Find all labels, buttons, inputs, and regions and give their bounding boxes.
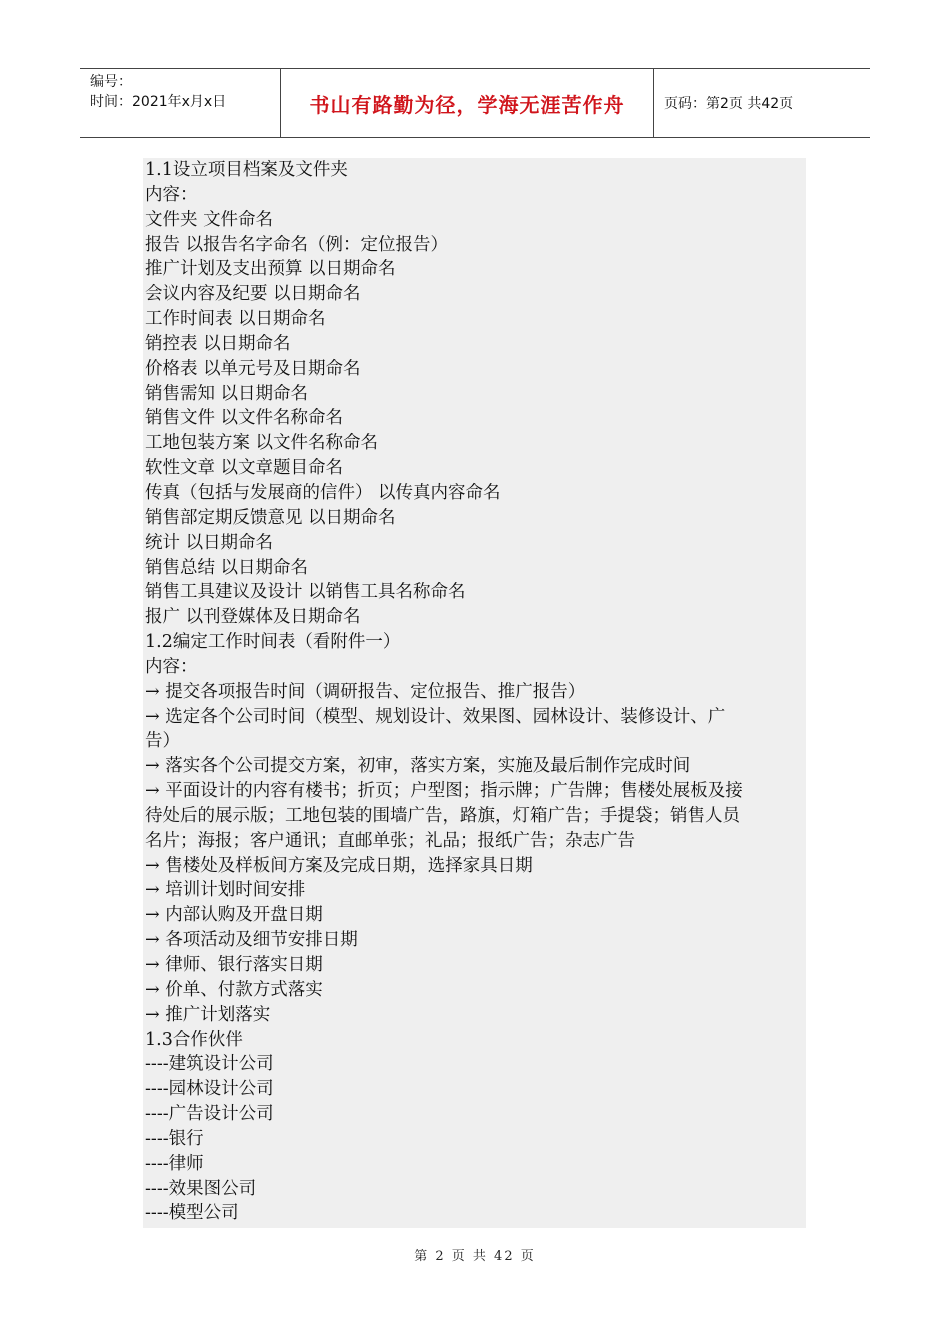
text-line: ----模型公司 — [145, 1203, 239, 1224]
text-line: → 培训计划时间安排 — [145, 880, 306, 901]
text-line: → 平面设计的内容有楼书；折页；户型图；指示牌；广告牌；售楼处展板及接 — [145, 781, 743, 802]
text-line: → 推广计划落实 — [145, 1004, 271, 1025]
text-line: 报告 以报告名字命名（例：定位报告） — [145, 234, 449, 255]
text-line: 推广计划及支出预算 以日期命名 — [145, 259, 396, 280]
text-line: → 各项活动及细节安排日期 — [145, 930, 358, 951]
text-line: 内容： — [145, 656, 198, 677]
text-line: → 提交各项报告时间（调研报告、定位报告、推广报告） — [145, 681, 586, 702]
text-line: 传真（包括与发展商的信件） 以传真内容命名 — [145, 482, 501, 503]
text-line: 统计 以日期命名 — [145, 532, 274, 553]
text-line: 工作时间表 以日期命名 — [145, 309, 326, 330]
text-line: 销售总结 以日期命名 — [145, 557, 309, 578]
text-line: 报广 以刊登媒体及日期命名 — [145, 607, 361, 628]
text-line: 软性文章 以文章题目命名 — [145, 458, 344, 479]
text-line: → 内部认购及开盘日期 — [145, 905, 323, 926]
text-line: ----广告设计公司 — [145, 1104, 274, 1125]
text-line: → 选定各个公司时间（模型、规划设计、效果图、园林设计、装修设计、广 — [145, 706, 726, 727]
text-line: 1.3合作伙伴 — [145, 1029, 243, 1050]
page-info: 页码：第2页 共42页 — [664, 96, 794, 112]
header-motto-cell — [281, 69, 654, 137]
document-body — [143, 158, 806, 1228]
text-line: 待处后的展示版；工地包装的围墙广告，路旗，灯箱广告；手提袋；销售人员 — [145, 805, 740, 826]
text-line: ----园林设计公司 — [145, 1079, 274, 1100]
text-line: → 售楼处及样板间方案及完成日期，选择家具日期 — [145, 855, 533, 876]
text-line: 销售部定期反馈意见 以日期命名 — [145, 507, 396, 528]
text-line: → 价单、付款方式落实 — [145, 979, 323, 1000]
text-line: ----效果图公司 — [145, 1178, 257, 1199]
text-line: 销售工具建议及设计 以销售工具名称命名 — [145, 582, 466, 603]
motto: 书山有路勤为径，学海无涯苦作舟 — [309, 92, 625, 117]
page-header — [80, 68, 870, 138]
text-line: 告） — [145, 731, 180, 752]
text-line: 1.2编定工作时间表（看附件一） — [145, 632, 401, 653]
text-line: 销售文件 以文件名称命名 — [145, 408, 344, 429]
text-line: 销售需知 以日期命名 — [145, 383, 309, 404]
time-label: 时间：2021年x月x日 — [90, 94, 227, 110]
text-line: 销控表 以日期命名 — [145, 333, 291, 354]
text-line: 名片；海报；客户通讯；直邮单张；礼品；报纸广告；杂志广告 — [145, 830, 635, 851]
text-line: → 落实各个公司提交方案，初审，落实方案，实施及最后制作完成时间 — [145, 756, 691, 777]
text-line: 1.1设立项目档案及文件夹 — [145, 160, 348, 180]
code-label: 编号： — [90, 74, 132, 90]
header-meta — [80, 69, 281, 137]
text-line: 会议内容及纪要 以日期命名 — [145, 284, 361, 305]
text-line: 文件夹 文件命名 — [145, 209, 274, 230]
text-line: 工地包装方案 以文件名称命名 — [145, 433, 379, 454]
page-footer: 第 2 页 共 42 页 — [414, 1249, 536, 1264]
text-line: 内容： — [145, 184, 198, 205]
text-line: 价格表 以单元号及日期命名 — [145, 358, 361, 379]
text-line: ----银行 — [145, 1128, 204, 1149]
header-page-cell — [654, 69, 870, 137]
text-line: → 律师、银行落实日期 — [145, 955, 323, 975]
text-line: ----建筑设计公司 — [145, 1054, 274, 1075]
text-line: ----律师 — [145, 1153, 204, 1174]
